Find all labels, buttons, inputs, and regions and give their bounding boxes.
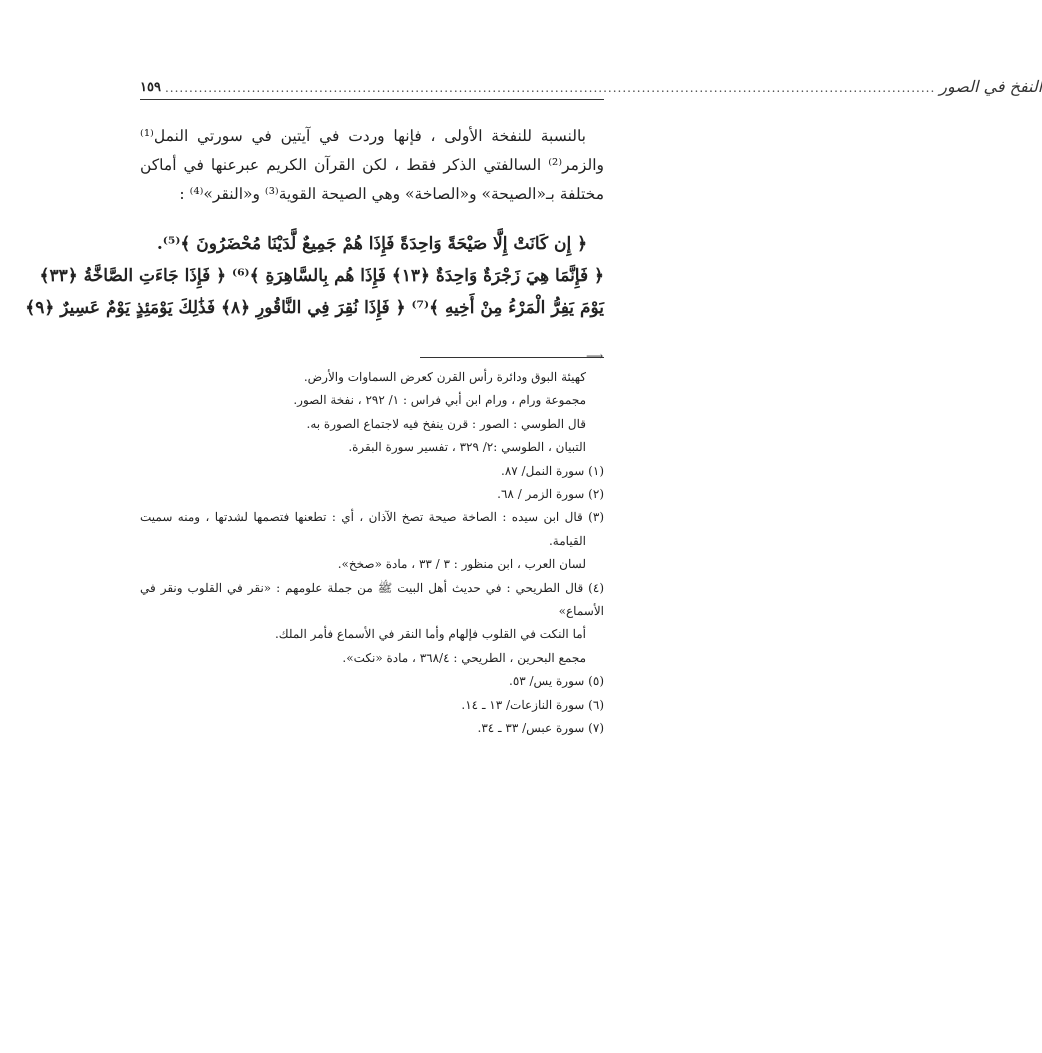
main-paragraph: بالنسبة للنفخة الأولى ، فإنها وردت في آيتين في سورتي النمل⁽¹⁾ والزمر⁽²⁾ السالفتي الذكر فقط ، لكن القرآن الكريم عبرعنها في أماكن مختلفة بـ«الصيحة» و«الصاخة» وهي الصيحة القوية⁽³⁾ و«النقر»⁽⁴⁾ : bbox=[140, 127, 604, 203]
footnote-6: (٦) سورة النازعات/ ١٣ ـ ١٤. bbox=[461, 697, 604, 712]
footnote-7: (٧) سورة عبس/ ٣٣ ـ ٣٤. bbox=[477, 721, 604, 736]
verse-line: ﴿ فَإِنَّمَا هِيَ زَجْرَةٌ وَاحِدَةٌ ﴿١٣﴾ فَإِذَا هُم بِالسَّاهِرَةِ ﴾⁽⁶⁾ ﴿ فَإِذَا جَاءَتِ الصَّاخَّةُ ﴿٣٣﴾ bbox=[39, 266, 604, 286]
arrow-right-icon: ⟶ bbox=[586, 349, 604, 363]
header-rule bbox=[140, 99, 604, 100]
footnotes bbox=[140, 366, 604, 741]
quran-verses bbox=[25, 228, 604, 324]
verse-line: يَوْمَ يَفِرُّ الْمَرْءُ مِنْ أَخِيهِ ﴾⁽⁷⁾ ﴿ فَإِذَا نُقِرَ فِي النَّاقُورِ ﴿٨﴾ فَذَٰلِكَ يَوْمَئِذٍ يَوْمٌ عَسِيرٌ ﴿٩﴾ bbox=[25, 298, 604, 318]
footnote-4: (٤) قال الطريحي : في حديث أهل البيت ﷺ من جملة علومهم : «نقر في القلوب ونقر في الأسماع» bbox=[140, 580, 604, 619]
footnote-5: (٥) سورة يس/ ٥٣. bbox=[508, 674, 604, 689]
header-leader-dots: ................................................................................................................................................................ bbox=[164, 81, 936, 95]
footnote-3: (٣) قال ابن سيده : الصاخة صيحة تصخ الآذان ، أي : تطعنها فتصمها لشدتها ، ومنه سميت bbox=[140, 510, 604, 525]
footnote-continued: التبيان ، الطوسي :٢/ ٣٢٩ ، تفسير سورة البقرة. bbox=[348, 440, 586, 455]
page-number: ١٥٩ bbox=[140, 80, 161, 95]
verse-line: ﴿ إِن كَانَتْ إِلَّا صَيْحَةً وَاحِدَةً فَإِذَا هُمْ جَمِيعٌ لَّدَيْنَا مُحْضَرُونَ ﴾⁽⁵⁾. bbox=[156, 234, 588, 254]
footnote-separator bbox=[420, 357, 604, 358]
footnote-2: (٢) سورة الزمر / ٦٨. bbox=[497, 487, 604, 502]
footnote-continued: كهيئة البوق ودائرة رأس القرن كعرض السماوات والأرض. bbox=[303, 370, 586, 384]
footnote-3-source: لسان العرب ، ابن منظور : ٣ / ٣٣ ، مادة «صخخ». bbox=[337, 557, 586, 572]
footnote-4-source: مجمع البحرين ، الطريحي : ٣٦٨/٤ ، مادة «نكت». bbox=[342, 650, 586, 665]
page-header bbox=[140, 68, 1042, 98]
footnote-1: (١) سورة النمل/ ٨٧. bbox=[501, 463, 604, 478]
footnote-continued: قال الطوسي : الصور : قرن ينفخ فيه لاجتماع الصورة به. bbox=[306, 416, 586, 431]
running-book-title: النفخ في الصور bbox=[939, 77, 1042, 96]
footnote-4-continued: أما النكت في القلوب فإلهام وأما النقر في الأسماع فأمر الملك. bbox=[274, 627, 586, 642]
footnote-continued: مجموعة ورام ، ورام ابن أبي فراس : ١/ ٢٩٢ ، نفخة الصور. bbox=[293, 393, 586, 408]
main-text bbox=[140, 122, 604, 209]
footnote-3-continued: القيامة. bbox=[548, 533, 586, 548]
